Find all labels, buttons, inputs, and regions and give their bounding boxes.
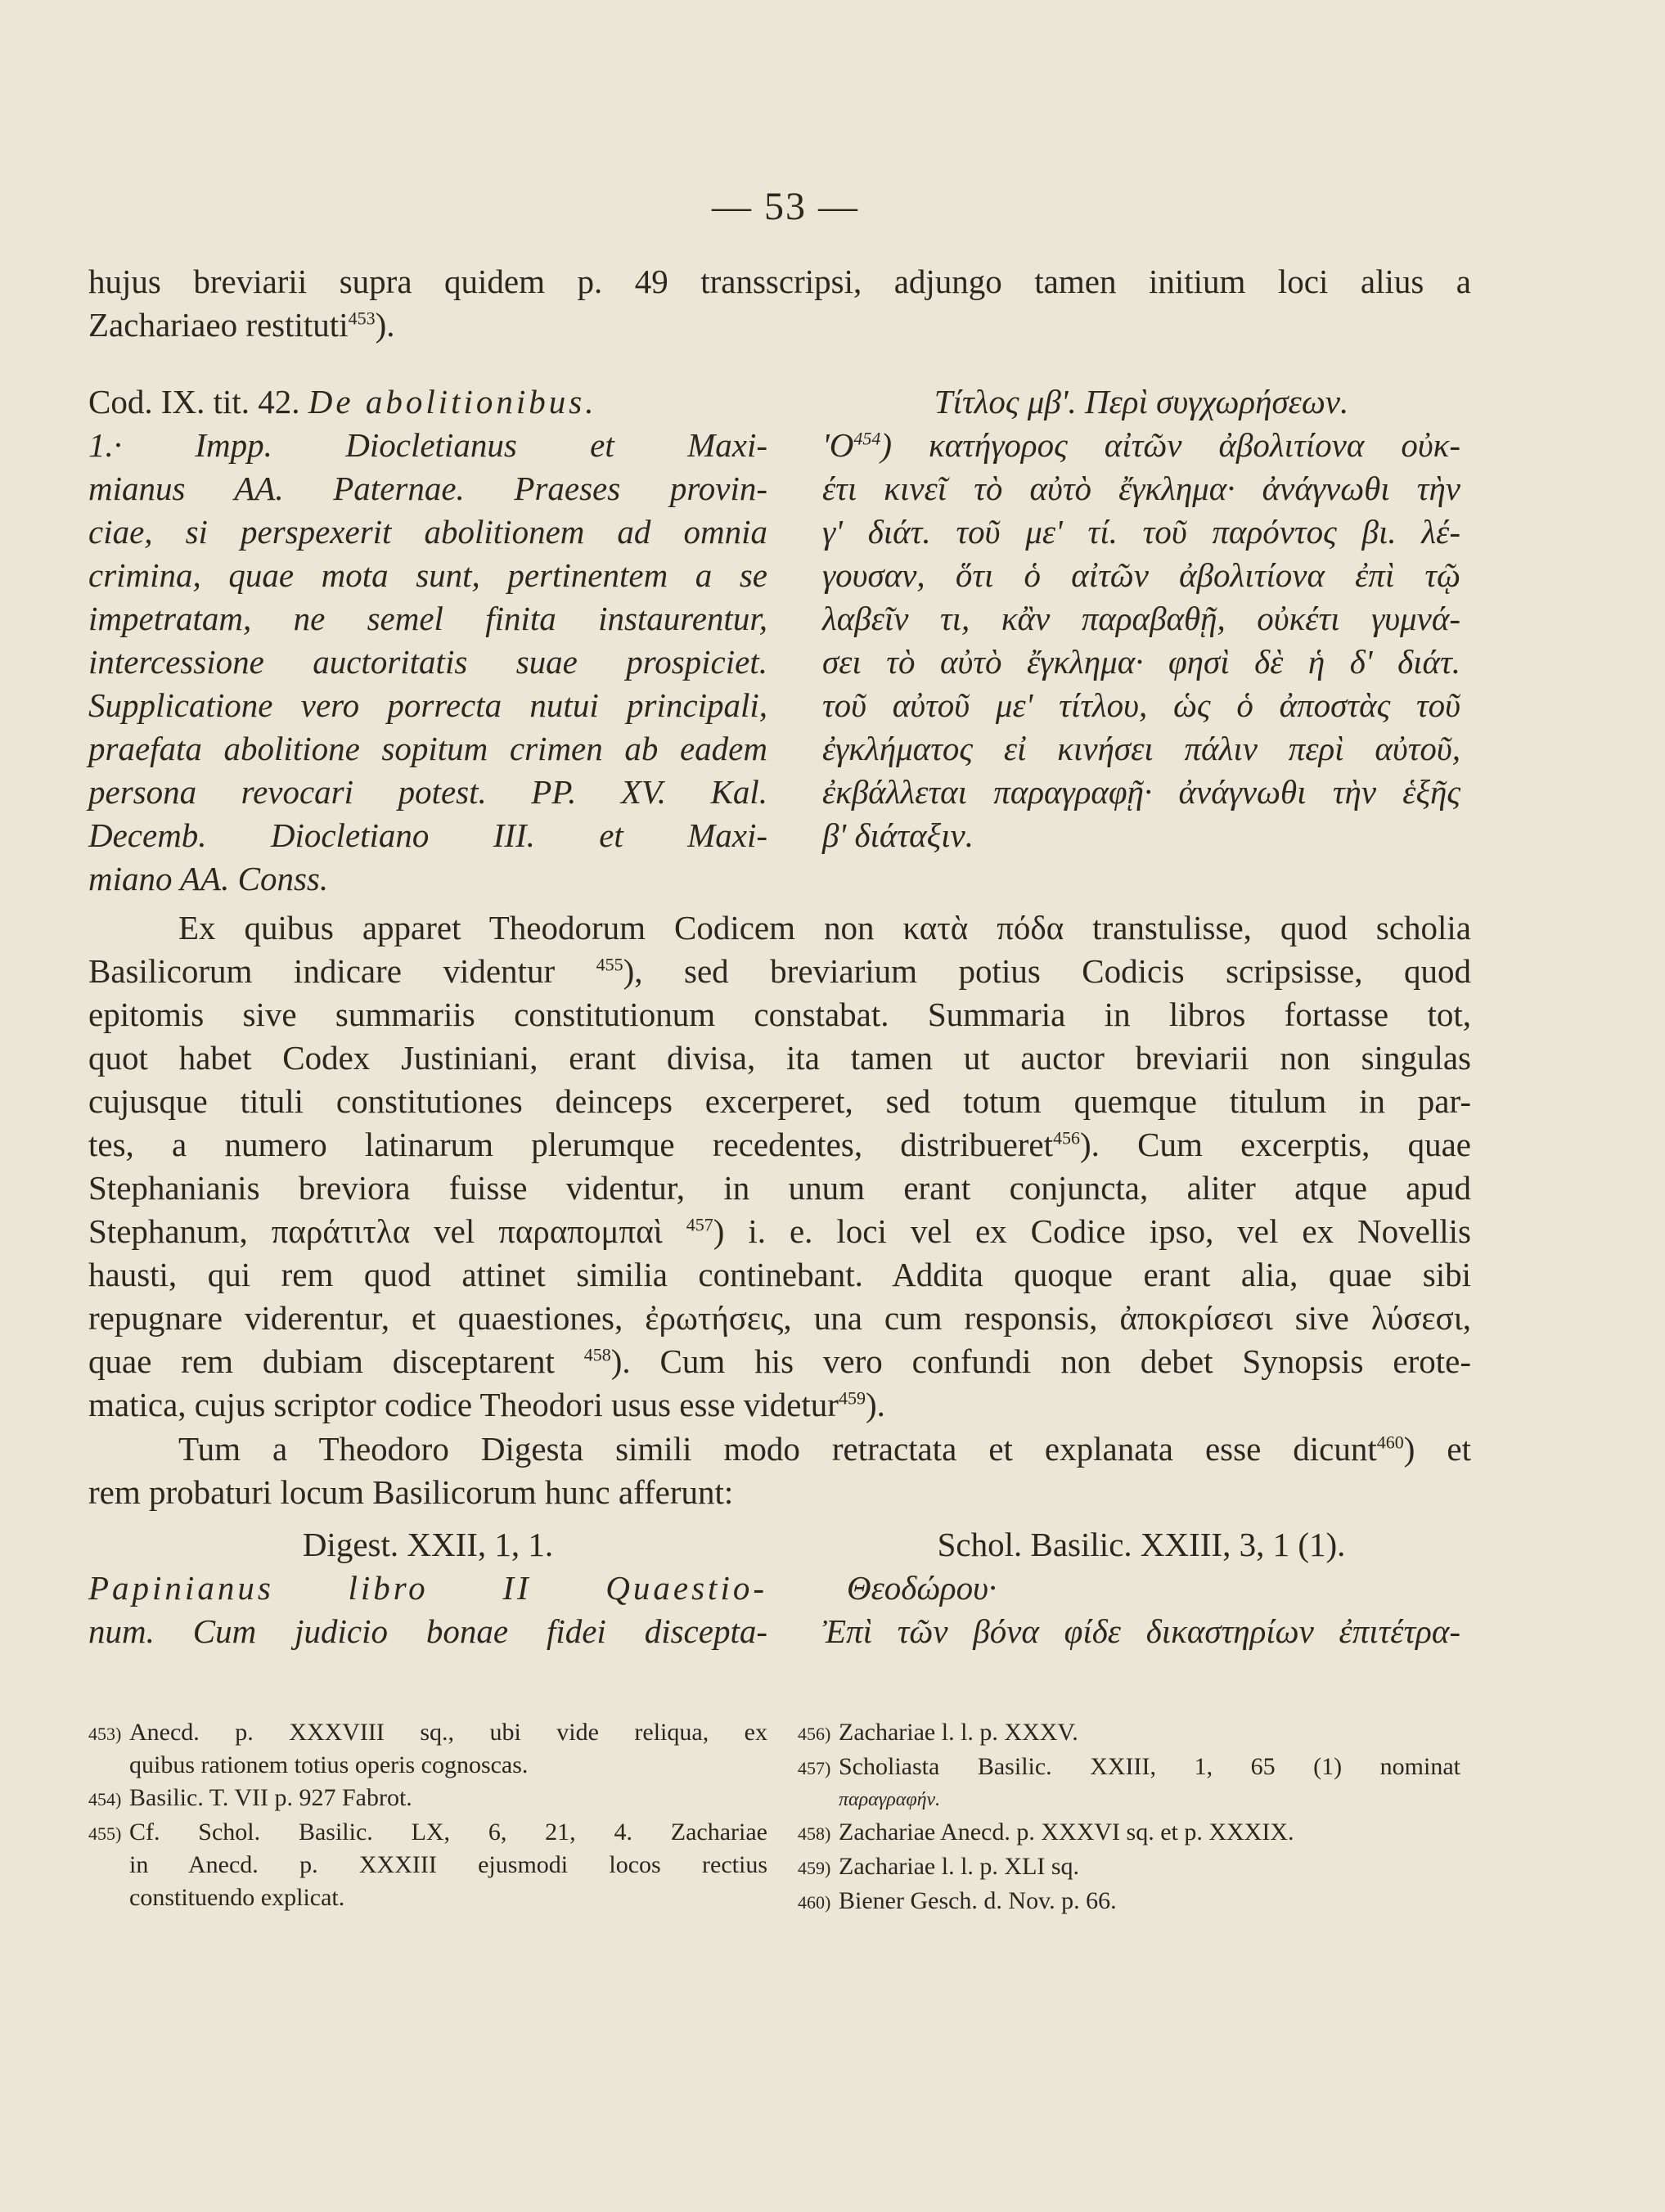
paragraph-line: Stephanianis breviora fuisse videntur, in unum erant conjuncta, aliter atque apud: [88, 1169, 1471, 1207]
footnote-number: 460): [798, 1892, 831, 1913]
digest-line: num. Cum judicio bonae fidei discepta-: [88, 1612, 767, 1650]
paragraph-second: [88, 1427, 1471, 1514]
paragraph-main: [88, 906, 1471, 1427]
greek-line: β' διάταξιν.: [822, 816, 974, 854]
footnote-ref: 460: [1376, 1432, 1404, 1453]
codex-line: persona revocari potest. PP. XV. Kal.: [88, 773, 767, 811]
paragraph-line: hausti, qui rem quod attinet similia continebant. Addita quoque erant alia, quae sibi: [88, 1256, 1471, 1293]
codex-line: Decemb. Diocletiano III. et Maxi-: [88, 816, 767, 854]
footnote-line: Cf. Schol. Basilic. LX, 6, 21, 4. Zachariae: [129, 1819, 767, 1846]
codex-line: Supplicatione vero porrecta nutui principali,: [88, 686, 767, 724]
paragraph-line: rem probaturi locum Basilicorum hunc afferunt:: [88, 1473, 734, 1511]
footnote-number: 456): [798, 1724, 831, 1744]
greek-heading: Τίτλος μβ'. Περὶ συγχωρήσεων.: [934, 383, 1349, 420]
footnote-number: 458): [798, 1823, 831, 1844]
footnote-line: Scholiasta Basilic. XXIII, 1, 65 (1) nominat: [839, 1753, 1460, 1780]
footnote-number: 457): [798, 1758, 831, 1778]
intro-line: hujus breviarii supra quidem p. 49 transscripsi, adjungo tamen initium loci alius a: [88, 263, 1471, 300]
codex-line: 1.· Impp. Diocletianus et Maxi-: [88, 426, 767, 464]
footnote-ref: 454: [853, 428, 881, 449]
footnote-ref: 458: [583, 1344, 611, 1365]
footnote: [88, 1716, 767, 1782]
footnote-number: 454): [88, 1789, 122, 1810]
paragraph-line: Tum a Theodoro Digesta simili modo retractata et explanata esse dicunt$^{460}$) et: [178, 1430, 1472, 1468]
footnote-ref: 453: [348, 308, 376, 329]
footnote-line: quibus rationem totius operis cognoscas.: [129, 1751, 529, 1778]
footnote-line: Biener Gesch. d. Nov. p. 66.: [839, 1887, 1117, 1914]
paragraph-line: Stephanum, παράτιτλα vel παραπομπαὶ $^{457}$) i. e. loci vel ex Codice ipso, vel ex Novellis: [88, 1212, 1471, 1250]
greek-line: γ' διάτ. τοῦ με' τί. τοῦ παρόντος βι. λέ-: [822, 513, 1460, 551]
paragraph-line: matica, cujus scriptor codice Theodori usus esse videtur$^{459}$).: [88, 1386, 885, 1423]
footnote-line: παραγραφήν.: [839, 1789, 941, 1810]
footnote-number: 453): [88, 1724, 122, 1744]
intro-line: Zachariaeo restituti$^{453}$).: [88, 306, 395, 344]
intro-text: [88, 260, 1471, 347]
scholion-line: Θεοδώρου·: [847, 1569, 997, 1607]
footnote-ref: 456: [1053, 1127, 1081, 1149]
codex-line: intercessione auctoritatis suae prospiciet.: [88, 643, 767, 681]
footnote-ref: 457: [686, 1214, 713, 1235]
footnote-line: Anecd. p. XXXVIII sq., ubi vide reliqua, ex: [129, 1719, 767, 1746]
footnote-line: Zachariae l. l. p. XXXV.: [839, 1719, 1078, 1746]
paragraph-line: Basilicorum indicare videntur $^{455}$), sed breviarium potius Codicis scripsisse, quod: [88, 952, 1472, 990]
paragraph-line: Ex quibus apparet Theodorum Codicem non κατὰ πόδα transtulisse, quod scholia: [178, 909, 1471, 946]
codex-line: ciae, si perspexerit abolitionem ad omnia: [88, 513, 767, 551]
footnote: [798, 1885, 1460, 1919]
greek-line: τοῦ αὐτοῦ με' τίτλου, ὡς ὁ ἀποστὰς τοῦ: [822, 686, 1460, 724]
codex-greek-column: [822, 380, 1460, 857]
footnote: [798, 1816, 1460, 1850]
codex-line: praefata abolitione sopitum crimen ab eadem: [88, 730, 767, 767]
codex-line: impetratam, ne semel finita instaurentur,: [88, 600, 767, 637]
greek-line: '$O^{454}$) κατήγορος αἰτῶν ἀβολιτίονα οὐκ-: [822, 426, 1460, 464]
codex-line: mianus AA. Paternae. Praeses provin-: [88, 470, 767, 507]
footnote: [798, 1751, 1460, 1816]
codex-line: miano AA. Conss.: [88, 860, 329, 897]
footnote-line: Zachariae Anecd. p. XXXVI sq. et p. XXXIX.: [839, 1819, 1294, 1846]
paragraph-line: quae rem dubiam disceptarent $^{458}$). Cum his vero confundi non debet Synopsis erote-: [88, 1342, 1471, 1380]
scholion-heading: Schol. Basilic. XXIII, 3, 1 (1).: [937, 1526, 1346, 1563]
footnotes-left: [88, 1716, 767, 1914]
greek-line: γουσαν, ὅτι ὁ αἰτῶν ἀβολιτίονα ἐπὶ τῷ: [822, 556, 1460, 594]
greek-line: έτι κινεῖ τὸ αὐτὸ ἔγκλημα· ἀνάγνωθι τὴν: [822, 470, 1460, 507]
footnote-line: Basilic. T. VII p. 927 Fabrot.: [129, 1784, 412, 1811]
paragraph-line: tes, a numero latinarum plerumque recedentes, distribueret$^{456}$). Cum excerptis, quae: [88, 1126, 1471, 1163]
digest-line: Papinianus libro II Quaestio-: [88, 1569, 767, 1607]
greek-line: ἐγκλήματος εἰ κινήσει πάλιν περὶ αὐτοῦ,: [822, 730, 1460, 767]
footnote: [798, 1850, 1460, 1885]
greek-line: σει τὸ αὐτὸ ἔγκλημα· φησὶ δὲ ἡ δ' διάτ.: [822, 643, 1460, 681]
footnote: [88, 1816, 767, 1914]
codex-heading: Cod. IX. tit. 42. De abolitionibus.: [88, 383, 597, 420]
footnote-line: in Anecd. p. XXXIII ejusmodi locos rectius: [129, 1851, 767, 1878]
paragraph-line: repugnare viderentur, et quaestiones, ἐρωτήσεις, una cum responsis, ἀποκρίσεσι sive λύσεσι,: [88, 1299, 1471, 1337]
footnote-ref: 459: [838, 1387, 866, 1409]
digest-column: [88, 1523, 767, 1653]
footnote: [88, 1782, 767, 1816]
paragraph-line: quot habet Codex Justiniani, erant divisa, ita tamen ut auctor breviarii non singulas: [88, 1039, 1471, 1077]
footnote: [798, 1716, 1460, 1751]
footnotes-right: [798, 1716, 1460, 1919]
codex-latin-column: [88, 380, 767, 901]
page-number: — 53 —: [712, 185, 859, 228]
paragraph-line: cujusque tituli constitutiones deinceps excerperet, sed totum quemque titulum in par-: [88, 1082, 1471, 1120]
footnote-line: constituendo explicat.: [129, 1884, 345, 1911]
footnote-ref: 455: [596, 954, 623, 975]
greek-line: λαβεῖν τι, κἂν παραβαθῇ, οὐκέτι γυμνά-: [822, 600, 1460, 637]
scholion-column: [822, 1523, 1460, 1653]
footnote-number: 459): [798, 1858, 831, 1878]
greek-line: ἐκβάλλεται παραγραφῇ· ἀνάγνωθι τὴν ἑξῆς: [822, 773, 1460, 811]
digest-heading: Digest. XXII, 1, 1.: [302, 1526, 554, 1563]
codex-line: crimina, quae mota sunt, pertinentem a se: [88, 556, 767, 594]
footnote-number: 455): [88, 1823, 122, 1844]
footnote-line: Zachariae l. l. p. XLI sq.: [839, 1853, 1080, 1880]
scholion-line: Ἐπὶ τῶν βόνα φίδε δικαστηρίων ἐπιτέτρα-: [822, 1612, 1460, 1650]
paragraph-line: epitomis sive summariis constitutionum constabat. Summaria in libros fortasse tot,: [88, 996, 1471, 1033]
